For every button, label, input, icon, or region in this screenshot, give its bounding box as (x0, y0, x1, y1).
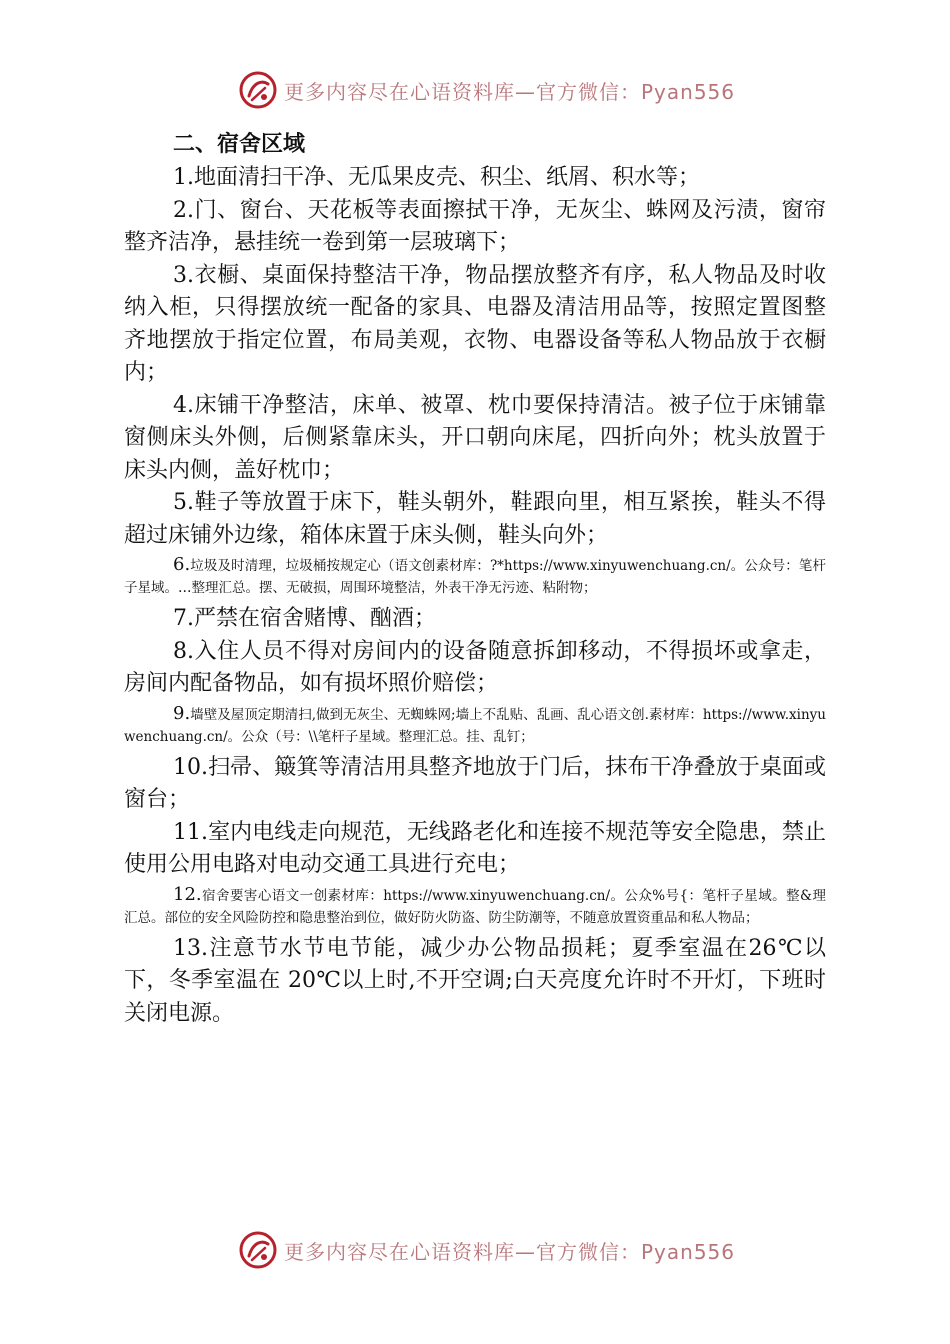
rule-item (124, 933, 826, 1031)
rule-text: 入住人员不得对房间内的设备随意拆卸移动，不得损坏或拿走，房间内配备物品，如有损坏照价赔偿； (124, 638, 826, 696)
rule-text: 鞋子等放置于床下，鞋头朝外，鞋跟向里，相互紧挨，鞋头不得超过床铺外边缘，箱体床置于床头侧，鞋头向外； (124, 490, 826, 548)
rule-number: 9. (173, 702, 191, 724)
rule-number: 2. (173, 197, 194, 223)
rule-number: 3. (173, 262, 194, 288)
rule-text: 室内电线走向规范，无线路老化和连接不规范等安全隐患，禁止使用公用电路对电动交通工具进行充电； (124, 819, 826, 877)
header-banner (238, 68, 758, 112)
rule-text: 注意节水节电节能，减少办公物品损耗；夏季室温在26℃以下，冬季室温在 20℃以上时,不开空调;白天亮度允许时不开灯，下班时关闭电源。 (124, 935, 826, 1026)
rule-number: 6. (173, 554, 191, 575)
rule-text: 垃圾及时清理，垃圾桶按规定心（语文创素材库：?*https://www.xinyuwenchuang.cn/。公众号：笔杆子星域。…整理汇总。摆、无破损，周围环境整洁，外表干净无污迹、粘附物； (124, 558, 826, 596)
rule-item (124, 752, 826, 817)
rule-number: 13. (173, 935, 208, 961)
rule-item (124, 195, 826, 260)
section-title: 二、宿舍区域 (173, 132, 306, 157)
banner-text: 更多内容尽在心语资料库—官方微信：Pyan556 (284, 1239, 736, 1264)
rule-text: 地面清扫干净、无瓜果皮壳、积尘、纸屑、积水等； (194, 165, 701, 190)
rule-item (124, 884, 826, 929)
rule-number: 10. (173, 754, 208, 780)
rule-number: 7. (173, 606, 194, 631)
rule-text: 墙壁及屋顶定期清扫,做到无灰尘、无蜘蛛网;墙上不乱贴、乱画、乱心语文创.素材库：https://www.xinyuwenchuang.cn/。公众（号：\\笔杆子星域。整理汇总。挂、乱钉； (124, 706, 826, 745)
rule-number: 11. (173, 819, 208, 845)
rule-item (124, 554, 826, 599)
rule-number: 1. (173, 165, 194, 190)
rule-text: 严禁在宿舍赌博、酗酒； (194, 606, 437, 631)
rule-text: 扫帚、簸箕等清洁用具整齐地放于门后，抹布干净叠放于桌面或窗台； (124, 754, 826, 812)
rule-item (124, 603, 826, 636)
seal-logo-icon (238, 1230, 278, 1270)
rule-item (124, 260, 826, 390)
document-body (124, 128, 826, 1030)
banner-text: 更多内容尽在心语资料库—官方微信：Pyan556 (284, 79, 736, 104)
seal-logo-icon (238, 70, 278, 110)
rule-item (124, 162, 826, 195)
rule-number: 12. (173, 883, 202, 905)
rule-text: 宿舍要害心语文一创素材库：https://www.xinyuwenchuang.cn/。公众%号{：笔杆子星域。整&理汇总。部位的安全风险防控和隐患整治到位，做好防火防盗、防尘防潮等，不随意放置资重品和私人物品； (124, 887, 826, 926)
rules-list (124, 162, 826, 1030)
rule-text: 衣橱、桌面保持整洁干净，物品摆放整齐有序，私人物品及时收纳入柜，只得摆放统一配备的家具、电器及清洁用品等，按照定置图整齐地摆放于指定位置，布局美观，衣物、电器设备等私人物品放于衣橱内； (124, 262, 826, 385)
rule-item (124, 390, 826, 488)
rule-item (124, 817, 826, 882)
rule-item (124, 703, 826, 748)
rule-text: 床铺干净整洁，床单、被罩、枕巾要保持清洁。被子位于床铺靠窗侧床头外侧，后侧紧靠床头，开口朝向床尾，四折向外；枕头放置于床头内侧，盖好枕巾； (124, 392, 826, 483)
rule-text: 门、窗台、天花板等表面擦拭干净，无灰尘、蛛网及污渍，窗帘整齐洁净，悬挂统一卷到第一层玻璃下； (124, 197, 826, 255)
rule-item (124, 636, 826, 701)
rule-number: 5. (173, 490, 194, 515)
rule-item (124, 487, 826, 552)
rule-number: 4. (173, 392, 194, 418)
footer-banner (238, 1228, 758, 1272)
rule-number: 8. (173, 638, 194, 664)
